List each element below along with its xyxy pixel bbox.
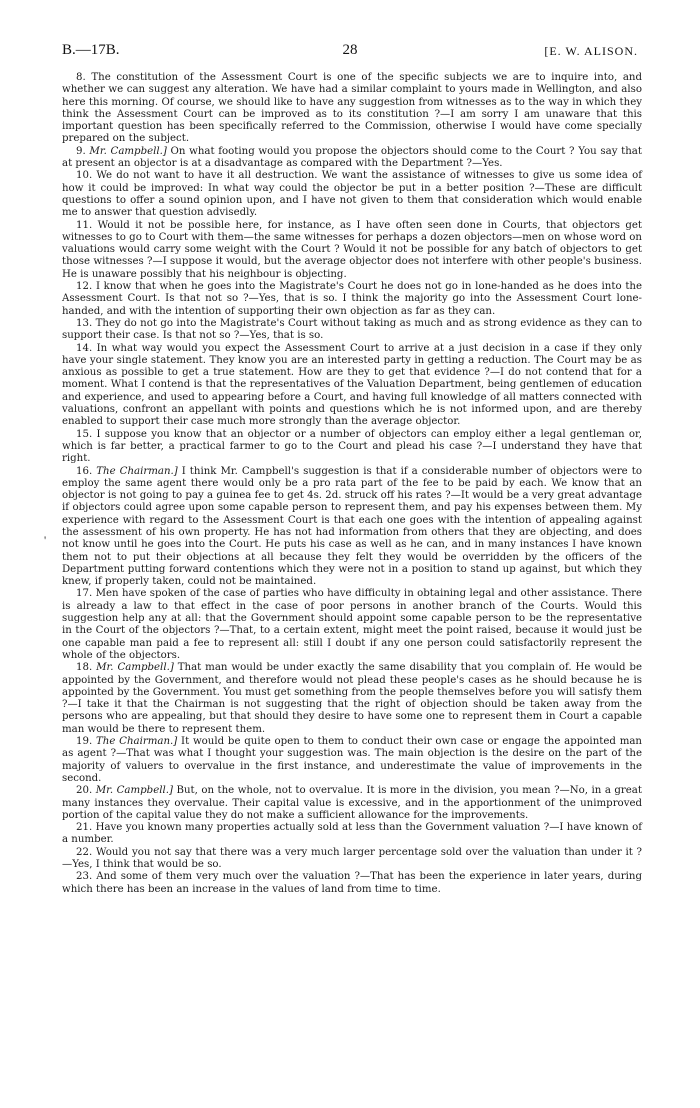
paragraph-23 xyxy=(62,871,642,896)
paragraph-22 xyxy=(62,847,642,872)
paragraph-text: I think Mr. Campbell's suggestion is that if a considerable number of objectors were to employ the same agent there would only be a pro rata part of the fee to be paid by each. We know that an objector is not going to pay a guinea fee to get 4s. 2d. struck off his rates ?—It would be a very great advantage if objectors could agree upon some capable person to represent them, and pay his expenses between them. My experience with regard to the Assessment Court is that each one goes with the intention of appealing against the assessment of his own property. He has not had information from others that they are objecting, and does not know until he goes into the Court. He puts his case as well as he can, and in many instances I have known them not to put their objections at all because they felt they would be overridden by the officers of the Department putting forward contentions which they were not in a position to stand up against, but which they knew, if properly taken, could not be maintained. xyxy=(62,465,642,588)
paragraph-21 xyxy=(62,822,642,847)
paragraph-number: 19. xyxy=(76,736,93,748)
paragraph-text: They do not go into the Magistrate's Court without taking as much and as strong evidence as they can to support their case. Is that not so ?—Yes, that is so. xyxy=(62,317,642,342)
paragraph-20 xyxy=(62,785,642,822)
paragraph-text: Men have spoken of the case of parties who have difficulty in obtaining legal and other assistance. There is already a law to that effect in the case of poor persons in another branch of the Courts. Would this suggestion help any at all: that the Government should appoint some capable person to be the representative in the Court of the objectors ?—That, to a certain extent, might meet the point raised, because it would just be one capable man paid a fee to represent all: still I doubt if any one person could satisfactorily represent the whole of the objectors. xyxy=(62,588,642,661)
paragraph-text: In what way would you expect the Assessment Court to arrive at a just decision in a case if they only have your single statement. They know you are an interested party in getting a reduction. The Court may be as anxious as possible to get a true statement. How are they to get that evidence ?—I do not contend that for a moment. What I contend is that the representatives of the Valuation Department, being gentlemen of education and experience, and used to appearing before a Court, and having full knowledge of all matters connected with valuations, confront an appellant with points and questions which he is not informed upon, and are thereby enabled to support their case much more strongly than the average objector. xyxy=(62,342,642,428)
paragraph-number: 13. xyxy=(76,317,93,329)
paragraph-text: Have you known many properties actually sold at less than the Government valuation ?—I have known of a number. xyxy=(62,822,642,846)
speaker-label: The Chairman.] xyxy=(96,736,178,748)
paragraph-number: 22. xyxy=(76,846,93,858)
paragraph-8 xyxy=(62,72,642,146)
paragraph-14 xyxy=(62,343,642,429)
paragraph-number: 23. xyxy=(76,871,93,883)
paragraph-9 xyxy=(62,146,642,171)
witness-name: [E. W. ALISON. xyxy=(544,44,638,58)
paragraph-13 xyxy=(62,318,642,343)
testimony-body xyxy=(62,72,642,896)
paragraph-number: 9. xyxy=(76,145,86,157)
paragraph-text: We do not want to have it all destruction. We want the assistance of witnesses to give us some idea of how it could be improved: In what way could the objector be put in a better position ?—These are difficult questions to offer a sound opinion upon, and I have not given to them that consideration which would enable me to answer that question advisedly. xyxy=(62,170,642,219)
paragraph-number: 18. xyxy=(76,662,93,674)
paragraph-12 xyxy=(62,281,642,318)
paragraph-number: 20. xyxy=(76,785,93,797)
speaker-label: The Chairman.] xyxy=(96,465,178,477)
paragraph-19 xyxy=(62,736,642,785)
speaker-label: Mr. Campbell.] xyxy=(96,662,174,674)
paragraph-text: Would you not say that there was a very much larger percentage sold over the valuation than under it ?—Yes, I think that would be so. xyxy=(62,846,642,870)
paragraph-number: 15. xyxy=(76,428,93,440)
paragraph-text: I suppose you know that an objector or a number of objectors can employ either a legal gentleman or, which is far better, a practical farmer to go to the Court and plead his case ?—I understand they have that right. xyxy=(62,428,642,465)
paragraph-15 xyxy=(62,429,642,466)
speaker-label: Mr. Campbell.] xyxy=(89,145,167,157)
paragraph-17 xyxy=(62,588,642,662)
paragraph-number: 10. xyxy=(76,170,93,182)
paragraph-text: Would it not be possible here, for instance, as I have often seen done in Courts, that objectors get witnesses to go to Court with them—the same witnesses for perhaps a dozen objectors—men on whose word on valuations would carry some weight with the Court ? Would it not be possible for any batch of objectors to get those witnesses ?—I suppose it would, but the average objector does not interfere with other people's business. He is unaware possibly that his neighbour is objecting. xyxy=(62,219,642,280)
paragraph-18 xyxy=(62,662,642,736)
paragraph-number: 8. xyxy=(76,72,86,83)
document-reference: B.—17B. xyxy=(62,42,120,58)
paragraph-text: But, on the whole, not to overvalue. It is more in the division, you mean ?—No, in a great many instances they overvalue. Their capital value is excessive, and in the apportionment of the unimproved portion of the capital value they do not make a sufficient allowance for the improvements. xyxy=(62,785,642,821)
speaker-label: Mr. Campbell.] xyxy=(95,785,173,797)
paragraph-number: 11. xyxy=(76,219,93,231)
paragraph-text: I know that when he goes into the Magistrate's Court he does not go in lone-handed as he does into the Assessment Court. Is that not so ?—Yes, that is so. I think the majority go into the Assessment Court lone-handed, and with the intention of supporting their own objection as far as they can. xyxy=(62,281,643,317)
paragraph-16 xyxy=(62,466,642,589)
paragraph-number: 12. xyxy=(76,281,93,293)
paragraph-text: The constitution of the Assessment Court is one of the specific subjects we are to inquire into, and whether we can suggest any alteration. We have had a similar complaint to yours made in Wellington, and also here this morning. Of course, we should like to have any suggestion from witnesses as to the way in which they think the Assessment Court can be improved as to its constitution ?—I am sorry I am unaware that this important question has been specifically referred to the Commission, otherwise I would have come specially prepared on the subject. xyxy=(62,72,642,145)
paragraph-text: And some of them very much over the valuation ?—That has been the experience in later years, during which there has been an increase in the values of land from time to time. xyxy=(62,871,642,895)
paragraph-11 xyxy=(62,220,642,281)
paragraph-text: That man would be under exactly the same disability that you complain of. He would be appointed by the Government, and therefore would not plead these people's cases as he should because he is appointed by the Government. You must get something from the people themselves before you will satisfy them ?—I take it that the Chairman is not suggesting that the right of objection should be taken away from the persons who are appealing, but that should they desire to have some one to represent them in Court a capable man would be there to represent them. xyxy=(62,662,642,735)
paragraph-number: 16. xyxy=(76,465,93,477)
page-header xyxy=(62,42,638,64)
paragraph-number: 21. xyxy=(76,822,93,834)
margin-mark: ' xyxy=(44,533,47,547)
page-number: 28 xyxy=(342,42,358,58)
paragraph-10 xyxy=(62,170,642,219)
paragraph-text: On what footing would you propose the objectors should come to the Court ? You say that at present an objector is at a disadvantage as compared with the Department ?—Yes. xyxy=(62,145,642,170)
paragraph-text: It would be quite open to them to conduct their own case or engage the appointed man as agent ?—That was what I thought your suggestion was. The main objection is the desire on the part of the majority of valuers to overvalue in the first instance, and underestimate the value of improvements in the second. xyxy=(62,736,642,784)
paragraph-number: 14. xyxy=(76,342,93,354)
paragraph-number: 17. xyxy=(76,588,93,600)
